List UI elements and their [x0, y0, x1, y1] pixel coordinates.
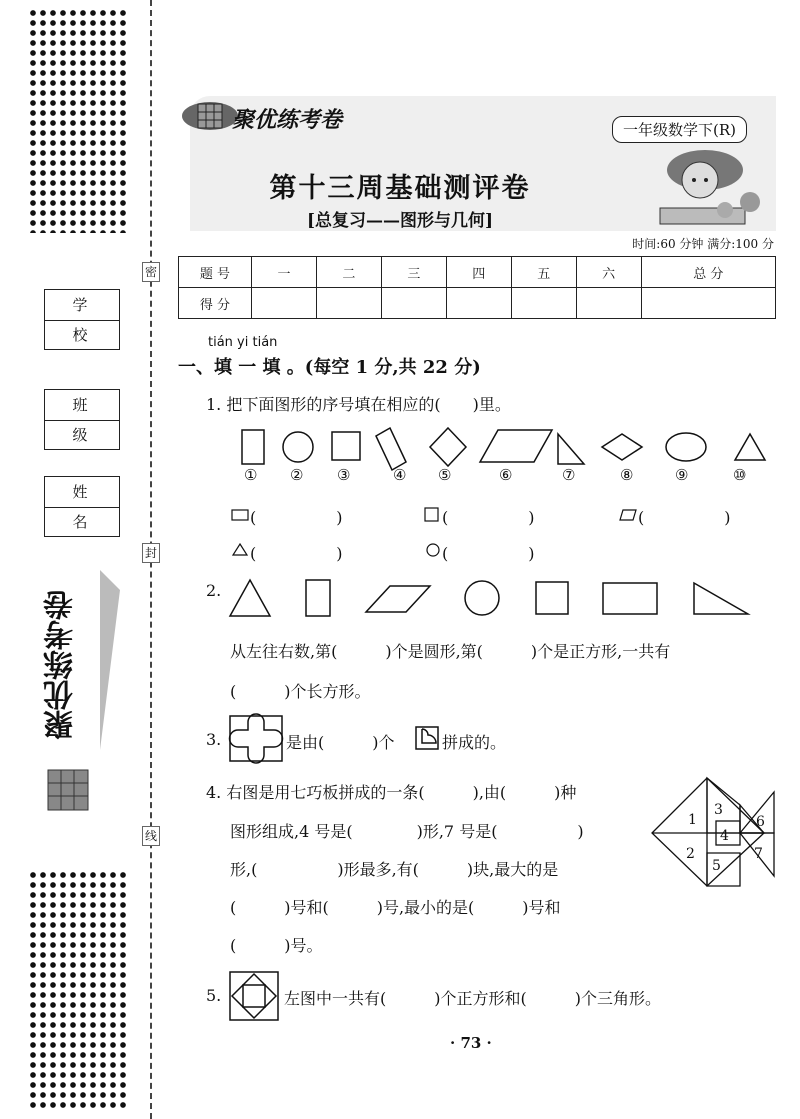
q1-blank-triangle[interactable]: ( ) — [250, 544, 343, 563]
cube-logo-icon — [180, 96, 240, 136]
shape-number: ① — [244, 466, 258, 484]
time-info: 时间:60 分钟 满分:100 分 — [632, 237, 774, 251]
class-label: 班 级 — [45, 390, 119, 421]
score-header-cell: 总 分 — [641, 257, 775, 288]
shape-number: ⑦ — [562, 466, 576, 484]
shape-number: ⑧ — [620, 466, 634, 484]
score-header-cell: 题 号 — [179, 257, 252, 288]
page-number: · 73 · — [450, 1034, 492, 1052]
side-brand-logo — [40, 570, 130, 820]
score-header-cell: 三 — [381, 257, 446, 288]
q1-blank-square[interactable]: ( ) — [442, 508, 535, 527]
q2-line1: 从左往右数,第( )个是圆形,第( )个是正方形,一共有 — [230, 642, 671, 661]
q1-blank-circle[interactable]: ( ) — [442, 544, 535, 563]
section-pinyin: tián yi tián — [208, 335, 278, 350]
girl-reading-illustration — [650, 140, 770, 240]
q4-line: 形,( )形最多,有( )块,最大的是 — [230, 860, 559, 879]
name-label: 姓 名 — [45, 477, 119, 508]
side-brand-text: 聚优练考卷 — [44, 590, 79, 740]
seal-label-xian: 线 — [142, 826, 160, 846]
q1-blank-rectangle[interactable]: ( ) — [250, 508, 343, 527]
q3-quarter-piece — [416, 727, 440, 751]
shape-number: ⑨ — [675, 466, 689, 484]
score-header-cell: 一 — [252, 257, 317, 288]
tangram-piece-label: 4 — [720, 828, 729, 844]
shape-number: ⑤ — [438, 466, 452, 484]
score-header-cell: 五 — [511, 257, 576, 288]
shape-number: ③ — [337, 466, 351, 484]
tangram-piece-label: 3 — [714, 802, 723, 818]
grade-label: 一年级数学下(R) — [612, 116, 747, 143]
score-row-label: 得 分 — [179, 288, 252, 319]
tangram-piece-label: 5 — [712, 858, 721, 874]
test-subtitle: [总复习——图形与几何] — [306, 211, 494, 231]
score-header-cell: 四 — [446, 257, 511, 288]
q4-line: ( )号和( )号,最小的是( )号和 — [230, 898, 561, 917]
score-header-cell: 二 — [316, 257, 381, 288]
score-table — [178, 256, 776, 319]
q4-line: 4. 右图是用七巧板拼成的一条( ),由( )种 — [206, 783, 577, 802]
q3-flower-shape — [230, 716, 282, 761]
q4-line: ( )号。 — [230, 936, 323, 955]
test-title: 第十三周基础测评卷 — [269, 173, 531, 204]
tangram-piece-label: 2 — [686, 846, 695, 862]
q5-nested-squares-figure — [230, 972, 278, 1020]
section-heading: 一、填 一 填 。(每空 1 分,共 22 分) — [178, 357, 481, 378]
score-cell[interactable] — [511, 288, 576, 319]
q4-line: 图形组成,4 号是( )形,7 号是( ) — [230, 822, 584, 841]
seal-label-feng: 封 — [142, 543, 160, 563]
name-field[interactable] — [44, 476, 120, 537]
q3-text-b: 拼成的。 — [442, 733, 507, 752]
tangram-piece-label: 7 — [754, 846, 763, 862]
score-header-cell: 六 — [576, 257, 641, 288]
q2-line2: ( )个长方形。 — [230, 682, 371, 701]
q3-number: 3. — [206, 730, 222, 749]
score-cell[interactable] — [446, 288, 511, 319]
score-cell[interactable] — [316, 288, 381, 319]
q1-blank-parallelogram[interactable]: ( ) — [638, 508, 731, 527]
school-label: 学 校 — [45, 290, 119, 321]
score-cell[interactable] — [576, 288, 641, 319]
q2-number: 2. — [206, 581, 222, 600]
shape-number: ⑩ — [733, 466, 747, 484]
class-field[interactable] — [44, 389, 120, 450]
q5-text: 左图中一共有( )个正方形和( )个三角形。 — [284, 989, 661, 1008]
shape-number: ② — [290, 466, 304, 484]
seal-label-mi: 密 — [142, 262, 160, 282]
score-cell[interactable] — [641, 288, 775, 319]
tangram-piece-label: 6 — [756, 814, 765, 830]
q3-text-a: 是由( )个 — [286, 733, 395, 752]
q5-number: 5. — [206, 986, 222, 1005]
score-cell[interactable] — [381, 288, 446, 319]
q2-shapes — [230, 578, 770, 618]
q1-text: 1. 把下面图形的序号填在相应的( )里。 — [206, 395, 511, 414]
shape-number: ④ — [393, 466, 407, 484]
score-cell[interactable] — [252, 288, 317, 319]
school-field[interactable] — [44, 289, 120, 350]
tangram-piece-label: 1 — [688, 812, 697, 828]
bottom-dot-pattern — [28, 870, 128, 1110]
brand-title: 聚优练考卷 — [232, 107, 343, 133]
shape-number: ⑥ — [499, 466, 513, 484]
